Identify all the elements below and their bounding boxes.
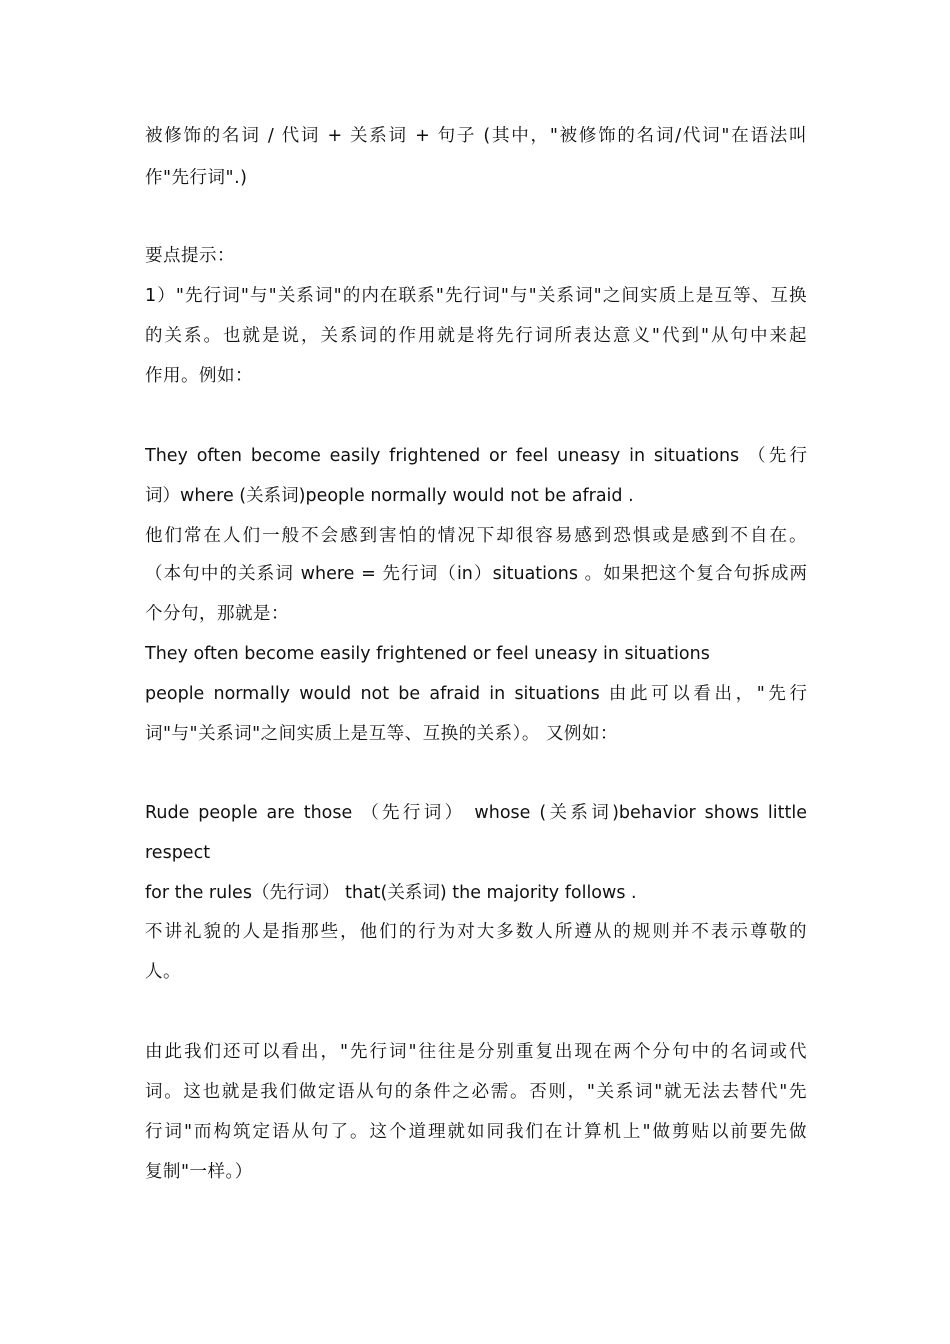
example-sentence-line: people normally would not be afraid in situations 由此可以看出，"先行 [145, 684, 807, 704]
paragraph-line: 作用。例如： [145, 366, 253, 386]
example-sentence-line: for the rules（先行词） that(关系词) the majority follows . [145, 883, 637, 903]
example-sentence-line: Rude people are those （先行词） whose (关系词)behavior shows little [145, 803, 807, 823]
translation-line: 他们常在人们一般不会感到害怕的情况下却很容易感到恐惧或是感到不自在。 [145, 526, 807, 546]
paragraph-line: 词。这也就是我们做定语从句的条件之必需。否则，"关系词"就无法去替代"先 [145, 1082, 807, 1102]
section-heading: 要点提示： [145, 246, 235, 266]
paragraph-line: 词"与"关系词"之间实质上是互等、互换的关系）。 又例如： [145, 724, 618, 744]
translation-line: 不讲礼貌的人是指那些，他们的行为对大多数人所遵从的规则并不表示尊敬的 [145, 922, 807, 942]
paragraph-line: 的关系。也就是说，关系词的作用就是将先行词所表达意义"代到"从句中来起 [145, 326, 807, 346]
paragraph-line: 被修饰的名词 / 代词 + 关系词 + 句子 (其中，"被修饰的名词/代词"在语法叫 [145, 126, 807, 146]
example-sentence-line: 词）where (关系词)people normally would not be afraid . [145, 486, 634, 506]
paragraph-line: （本句中的关系词 where = 先行词（in）situations 。如果把这个复合句拆成两 [145, 564, 807, 584]
paragraph-line: 个分句，那就是： [145, 604, 289, 624]
translation-line: 人。 [145, 962, 181, 982]
paragraph-line: 作"先行词".) [145, 168, 248, 188]
example-sentence-line: respect [145, 843, 211, 863]
paragraph-line: 1）"先行词"与"关系词"的内在联系"先行词"与"关系词"之间实质上是互等、互换 [145, 286, 807, 306]
example-sentence-line: They often become easily frightened or feel uneasy in situations [145, 644, 710, 664]
example-sentence-line: They often become easily frightened or feel uneasy in situations （先行 [145, 446, 807, 466]
paragraph-line: 由此我们还可以看出，"先行词"往往是分别重复出现在两个分句中的名词或代 [145, 1042, 807, 1062]
paragraph-line: 行词"而构筑定语从句了。这个道理就如同我们在计算机上"做剪贴以前要先做 [145, 1122, 807, 1142]
paragraph-line: 复制"一样。） [145, 1162, 253, 1182]
